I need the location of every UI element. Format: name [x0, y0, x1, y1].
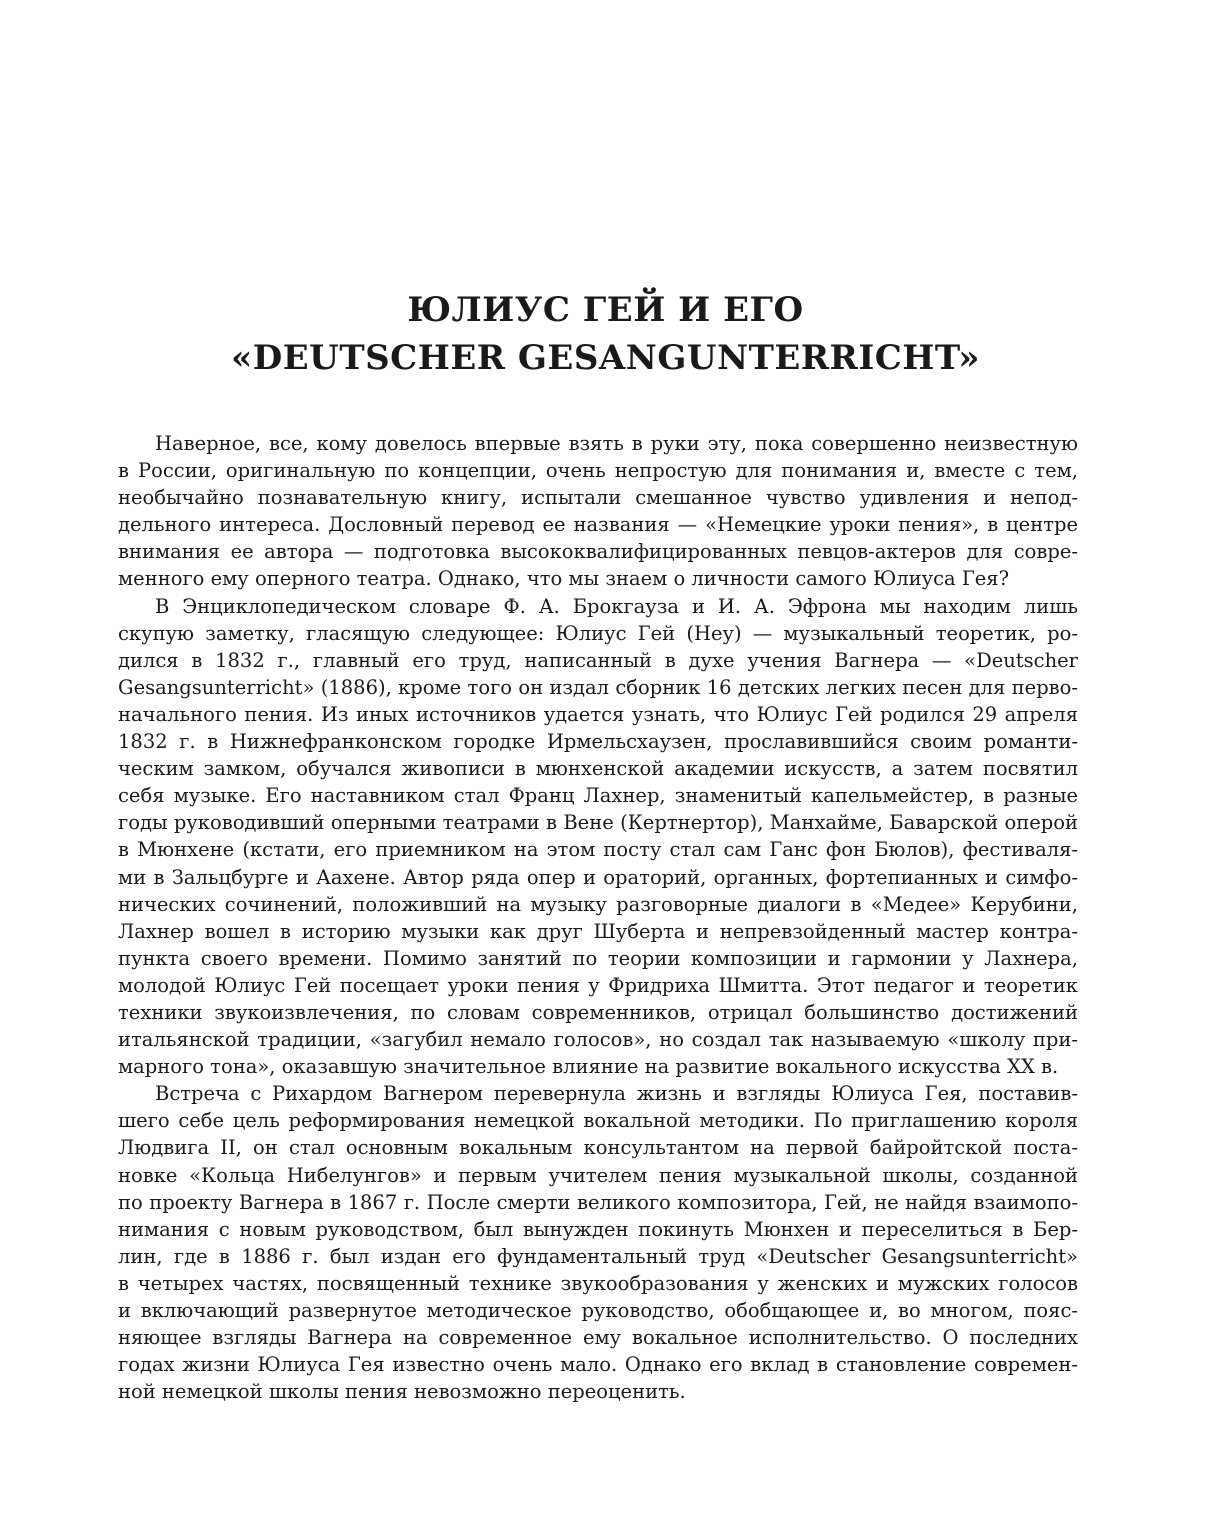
- text-line: ческим замком, обучался живописи в мюнхенской академии искусств, а затем посвятил: [118, 757, 1078, 781]
- text-line: в четырех частях, посвященный технике звукообразования у женских и мужских голосов: [118, 1271, 1078, 1295]
- text-line: необычайно познавательную книгу, испытали смешанное чувство удивления и непод-: [118, 486, 1078, 510]
- text-line: ной немецкой школы пения невозможно переоценить.: [118, 1380, 686, 1404]
- paragraph-3: [118, 1080, 1078, 1405]
- body-text: [118, 430, 1078, 1405]
- chapter-title-line-1: ЮЛИУС ГЕЙ И ЕГО: [407, 290, 804, 330]
- text-line: Людвига II, он стал основным вокальным консультантом на первой байройтской поста-: [118, 1136, 1078, 1160]
- text-line: техники звукоизвлечения, по словам современников, отрицал большинство достижений: [118, 1000, 1078, 1024]
- text-line: итальянской традиции, «загубил немало голосов», но создал так называемую «школу при-: [118, 1028, 1078, 1052]
- text-line: и включающий развернутое методическое руководство, обобщающее и, во многом, пояс-: [118, 1299, 1078, 1322]
- text-line: ми в Зальцбурге и Аахене. Автор ряда опер и ораторий, органных, фортепианных и симфо-: [118, 865, 1078, 889]
- text-line: В Энциклопедическом словаре Ф. А. Брокгауза и И. А. Эфрона мы находим лишь: [155, 594, 1078, 618]
- text-line: лин, где в 1886 г. был издан его фундаментальный труд «Deutscher Gesangsunterricht»: [118, 1244, 1078, 1268]
- chapter-title: [0, 286, 1211, 382]
- text-line: Gesangsunterricht» (1886), кроме того он издал сборник 16 детских легких песен для перво-: [118, 675, 1078, 699]
- text-line: марного тона», оказавшую значительное влияние на развитие вокального искусства XX в.: [118, 1055, 1059, 1079]
- text-line: пункта своего времени. Помимо занятий по теории композиции и гармонии у Лахнера,: [118, 946, 1078, 970]
- text-line: Лахнер вошел в историю музыки как друг Шуберта и непревзойденный мастер контра-: [118, 919, 1078, 943]
- text-line: нимания с новым руководством, был вынужден покинуть Мюнхен и переселиться в Бер-: [118, 1217, 1078, 1241]
- text-line: годах жизни Юлиуса Гея известно очень мало. Однако его вклад в становление современ-: [118, 1353, 1078, 1377]
- text-line: менного ему оперного театра. Однако, что мы знаем о личности самого Юлиуса Гея?: [118, 567, 1010, 591]
- paragraph-1: [118, 430, 1078, 593]
- text-line: дился в 1832 г., главный его труд, написанный в духе учения Вагнера — «Deutscher: [118, 648, 1078, 672]
- paragraph-2: [118, 593, 1078, 1081]
- text-line: нических сочинений, положивший на музыку разговорные диалоги в «Медее» Керубини,: [118, 892, 1078, 916]
- text-line: годы руководивший оперными театрами в Вене (Кертнертор), Манхайме, Баварской оперой: [118, 811, 1078, 835]
- text-line: себя музыке. Его наставником стал Франц Лахнер, знаменитый капельмейстер, в разные: [118, 784, 1078, 808]
- text-line: Наверное, все, кому довелось впервые взять в руки эту, пока совершенно неизвестную: [155, 432, 1078, 455]
- text-line: 1832 г. в Нижнефранконском городке Ирмельсхаузен, прославившийся своим романти-: [118, 730, 1078, 754]
- text-line: скупую заметку, гласящую следующее: Юлиус Гей (Неу) — музыкальный теоретик, ро-: [118, 621, 1078, 645]
- text-line: дельного интереса. Дословный перевод ее названия — «Немецкие уроки пения», в центре: [118, 513, 1078, 537]
- text-line: внимания ее автора — подготовка высококвалифицированных певцов-актеров для совре-: [118, 540, 1078, 564]
- text-line: Встреча с Рихардом Вагнером перевернула жизнь и взгляды Юлиуса Гея, поставив-: [155, 1082, 1078, 1106]
- text-line: по проекту Вагнера в 1867 г. После смерти великого композитора, Гей, не найдя взаимопо-: [118, 1190, 1078, 1214]
- text-line: новке «Кольца Нибелунгов» и первым учителем пения музыкальной школы, созданной: [118, 1163, 1078, 1187]
- text-line: в Мюнхене (кстати, его приемником на этом посту стал сам Ганс фон Бюлов), фестиваля-: [118, 838, 1078, 862]
- text-line: в России, оригинальную по концепции, очень непростую для понимания и, вместе с тем,: [118, 459, 1078, 483]
- text-line: шего себе цель реформирования немецкой вокальной методики. По приглашению короля: [118, 1109, 1078, 1133]
- text-line: начального пения. Из иных источников удается узнать, что Юлиус Гей родился 29 апреля: [118, 702, 1078, 726]
- text-line: молодой Юлиус Гей посещает уроки пения у Фридриха Шмитта. Этот педагог и теоретик: [118, 973, 1078, 997]
- chapter-title-line-2: «DEUTSCHER GESANGUNTERRICHT»: [231, 338, 980, 378]
- text-line: няющее взгляды Вагнера на современное ему вокальное исполнительство. О последних: [118, 1326, 1078, 1350]
